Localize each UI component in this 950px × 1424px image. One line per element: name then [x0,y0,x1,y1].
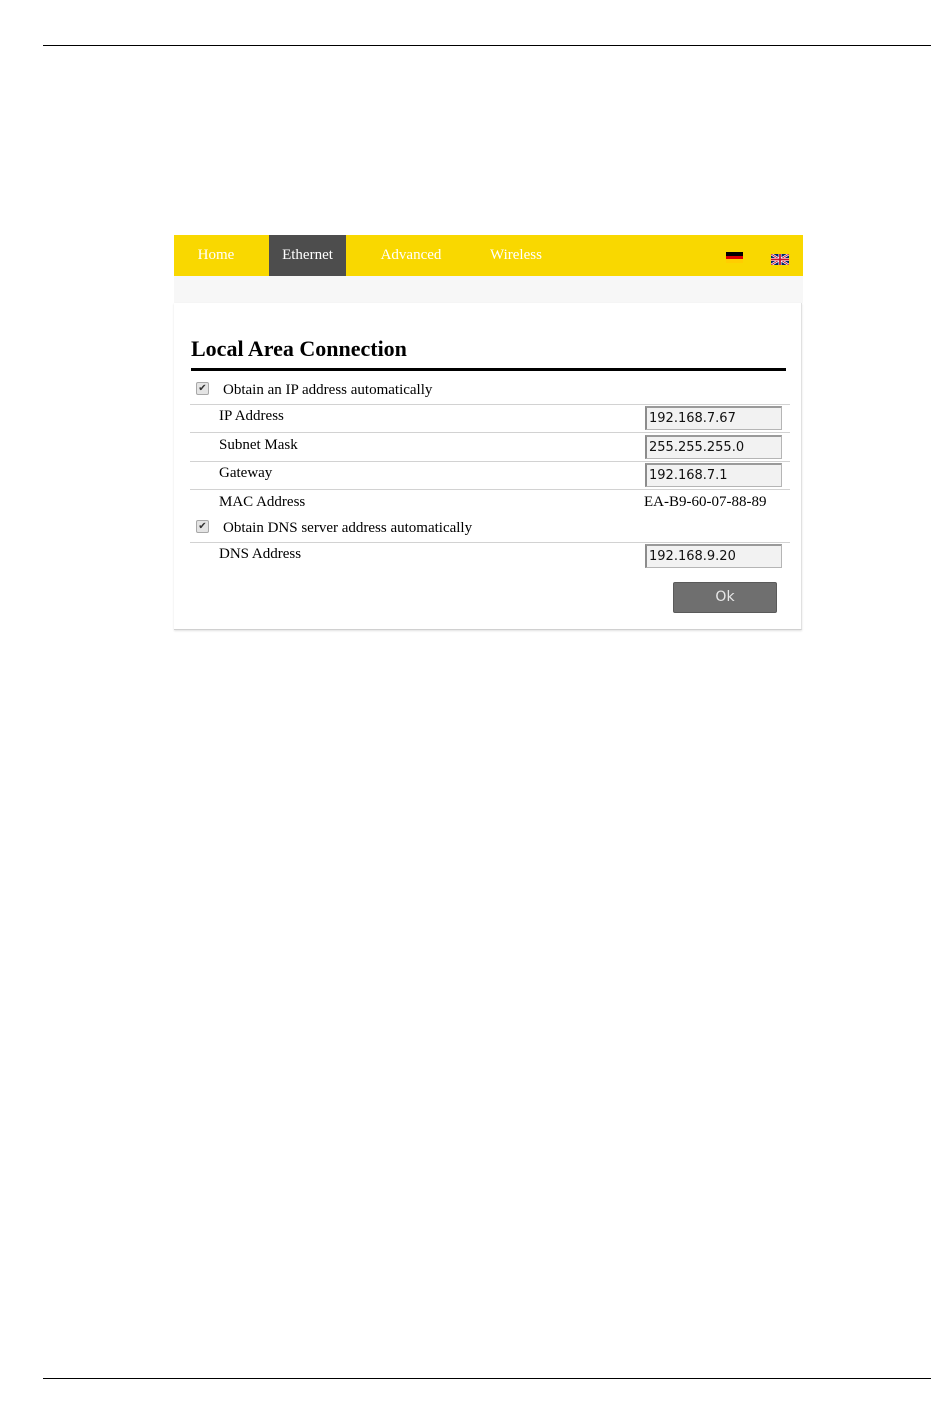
row-divider [190,542,790,543]
gateway-label: Gateway [219,465,273,481]
mac-address-value: EA-B9-60-07-88-89 [644,494,767,510]
row-divider [190,489,790,490]
page-title: Local Area Connection [191,336,407,361]
subnet-mask-field[interactable]: 255.255.255.0 [645,435,782,459]
ip-address-label: IP Address [219,408,284,424]
nav-tab-home[interactable]: Home [197,247,235,263]
gateway-field[interactable]: 192.168.7.1 [645,463,782,487]
uk-flag-icon[interactable] [771,254,789,265]
nav-tab-wireless[interactable]: Wireless [490,247,542,263]
row-divider [190,432,790,433]
page-header-rule [43,45,931,46]
router-settings-panel [174,235,803,631]
obtain-dns-label: Obtain DNS server address automatically [223,520,473,536]
row-divider [190,404,790,405]
nav-tab-advanced[interactable]: Advanced [380,247,442,263]
obtain-dns-checkbox[interactable]: ✔ [196,520,209,533]
obtain-ip-label: Obtain an IP address automatically [223,382,433,398]
page-footer-rule [43,1378,931,1379]
dns-address-field[interactable]: 192.168.9.20 [645,544,782,568]
subnet-mask-label: Subnet Mask [219,437,298,453]
top-navigation-bar [174,235,803,276]
dns-address-label: DNS Address [219,546,302,562]
obtain-ip-checkbox[interactable]: ✔ [196,382,209,395]
sub-navigation-bar [174,276,803,303]
row-divider [190,461,790,462]
german-flag-icon[interactable] [726,252,743,263]
nav-tab-ethernet[interactable]: Ethernet [269,235,346,276]
title-divider [191,368,786,371]
mac-address-label: MAC Address [219,494,306,510]
ok-button[interactable]: Ok [673,582,777,613]
lan-settings-card [174,303,802,630]
ip-address-field[interactable]: 192.168.7.67 [645,406,782,430]
